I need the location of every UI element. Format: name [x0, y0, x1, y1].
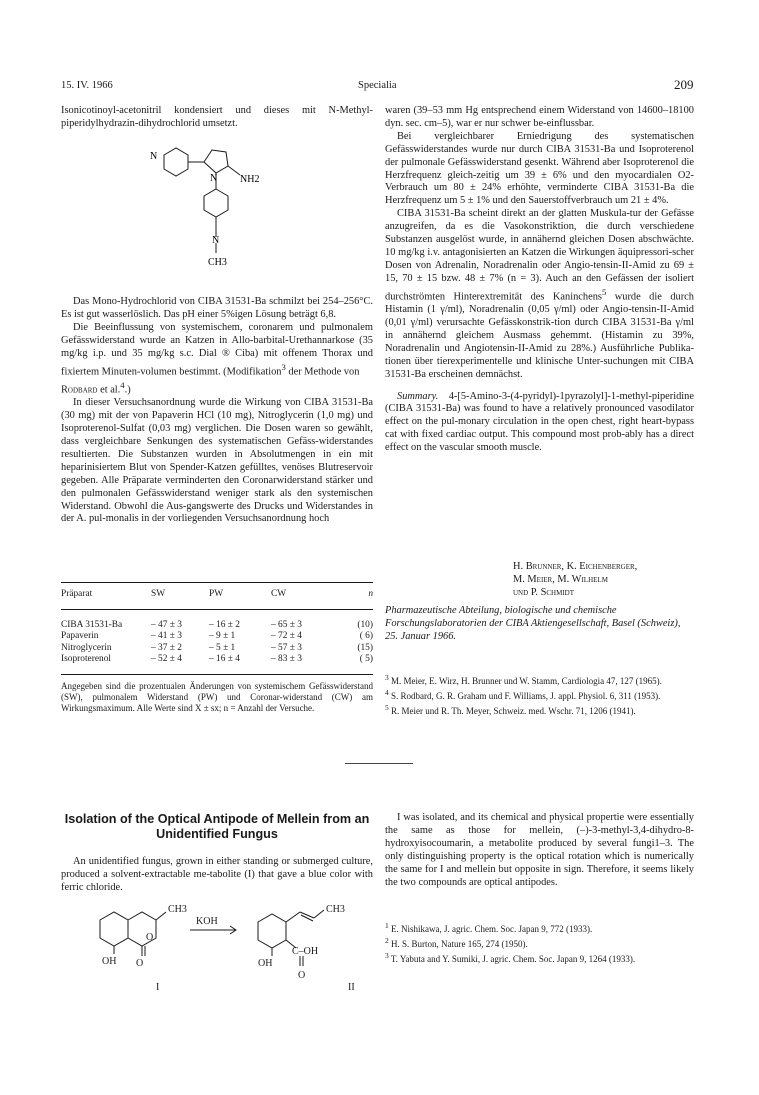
summary-text: 4-[5-Amino-3-(4-pyridyl)-1pyrazolyl]-1-methyl-piperidine (CIBA 31531-Ba) was found to have a relatively pronounced vasodilator effect on the pul-monary circulation in the open chest, right heart-bypass cat with fixed cardiac output. This compound most prob-ably has a direct effect on the vascular smooth muscle.	[385, 390, 694, 454]
ref-marker: 5	[601, 286, 607, 297]
paragraph-pressure: waren (39–53 mm Hg entsprechend einem Widerstand von 14600–18100 dyn. sec. cm–5), war er nur schwer be-einflussbar.	[385, 105, 694, 129]
reference-item	[385, 920, 694, 935]
methyl-label: CH3	[208, 257, 227, 268]
table-cell: – 83 ± 3	[271, 654, 302, 665]
table-cell: Nitroglycerin	[61, 642, 112, 653]
table-cell: – 65 ± 3	[271, 619, 302, 630]
compound-label-ii: II	[348, 982, 355, 993]
table-row	[61, 620, 373, 632]
page-number: 209	[674, 77, 694, 92]
compound-label-i: I	[156, 982, 160, 993]
hydroxy-label-i: OH	[102, 956, 117, 967]
authors-line: und P. Schmidt	[513, 587, 574, 598]
table-row	[61, 631, 373, 643]
method-text-d: .)	[124, 384, 131, 396]
table-cell: – 5 ± 1	[209, 642, 236, 653]
table-cell: – 41 ± 3	[151, 631, 182, 642]
reagent-label: KOH	[196, 916, 218, 927]
ref-number: 5	[385, 703, 389, 713]
article2-paragraph: An unidentified fungus, grown in either standing or submerged culture, produced a solvent-extractable me-tabolite (I) that gave a blue color with ferric chloride.	[61, 856, 373, 893]
paragraph-experiment: In dieser Versuchsanordnung wurde die Wirkung von CIBA 31531-Ba (30 mg) mit der von Papaverin HCl (10 mg), Nitroglycerin (1,0 mg) und Isoproterenol-Sulfat (0,03 mg) verglichen. Die Dosen waren so gewählt, dass vergleichbare Senkungen des systematischen Gefäss-widerstandes resultierten. Die Substanzen wurden in Absolutmengen in ein mit heparinisiertem Blut von Spender-Katzen gefülltes, venöses Blutreservoir gegeben. Alle Präparate verminderten den Coronarwiderstand stärker und den pulmonalen Gefässwiderstand weniger stark als den systemischen Widerstand. Obwohl die Aus-gangswerte des Drucks und Widerstandes in der A. pul-monalis in der vorliegenden Versuchsanordnung hoch	[61, 397, 373, 525]
hydroxy-label-ii: OH	[258, 958, 273, 969]
ref-number: 2	[385, 936, 389, 946]
left-intro	[61, 105, 373, 131]
summary-label: Summary.	[397, 390, 439, 402]
table-cell: Papaverin	[61, 631, 99, 642]
authors-line: M. Meier, M. Wilhelm	[513, 574, 608, 585]
ref-number: 3	[385, 673, 389, 682]
reference-item	[385, 935, 694, 950]
paragraph-smooth-muscle	[385, 208, 694, 381]
running-date: 15. IV. 1966	[61, 80, 113, 91]
table-note: Angegeben sind die prozentualen Änderungen von systemischem Gefässwiderstand (SW), pulmonalem Widerstand (PW) und Coronar-widerstand (CW) am Wirkungsmaximum. Alle Werte sind X ± sx; n = Anzahl der Versuche.	[61, 680, 373, 714]
table-cell: – 16 ± 4	[209, 654, 240, 665]
summary-paragraph	[385, 391, 694, 456]
reference-item	[385, 950, 694, 965]
ref-marker: 4	[120, 379, 125, 390]
col-cw: CW	[271, 589, 287, 599]
methyl-label-i: CH3	[168, 904, 187, 915]
piperidine-ring	[204, 189, 228, 217]
results-table-header	[61, 589, 373, 601]
smooth-muscle-text-b: wurde die durch Histamin (1 γ/ml), Noradrenalin (0,05 γ/ml) oder Angio-tensin-II-Amid (0,01 γ/ml) verursachte Gefässkonstrik-tion durch CIBA 31531-Ba γ/ml in annähernd gleichem Ausmass gehemmt. (Histamin zu 39%, Noradrenalin und Angiotensin-II-Amid zu 28%.) Ausführliche Publika-tionen über tierexperimentelle und klinische Unter-suchungen mit CIBA 31531-Ba erscheinen demnächst.	[385, 291, 694, 380]
ref-number: 4	[385, 688, 389, 698]
left-body	[61, 296, 373, 526]
pyrazole-ring	[204, 150, 228, 173]
ref-number: 1	[385, 921, 389, 930]
authors-line: H. Brunner, K. Eichenberger,	[513, 561, 638, 572]
col-sw: SW	[151, 589, 166, 599]
structure-ciba-31531	[140, 135, 290, 285]
benzene-ring-i	[100, 912, 128, 946]
table-cell: ( 5)	[359, 654, 373, 665]
carboxyl-label: C–OH	[292, 946, 319, 957]
author-name: Rodbard	[61, 384, 98, 396]
article-separator	[345, 763, 413, 764]
table-cell: Isoproterenol	[61, 654, 111, 665]
paragraph-method	[61, 322, 373, 397]
table-cell: – 16 ± 2	[209, 619, 240, 630]
table-cell: – 72 ± 4	[271, 631, 302, 642]
ref-text: R. Meier und R. Th. Meyer, Schweiz. med. Wschr. 71, 1206 (1941).	[391, 706, 636, 717]
references-2	[385, 920, 694, 966]
methyl-label-ii: CH3	[326, 904, 345, 915]
ref-text: E. Nishikawa, J. agric. Chem. Soc. Japan 9, 772 (1933).	[391, 924, 593, 934]
ref-text: T. Yabuta and Y. Sumiki, J. agric. Chem. Soc. Japan 9, 1264 (1933).	[390, 954, 636, 965]
right-body	[385, 105, 694, 455]
results-table-block	[61, 582, 373, 715]
smooth-muscle-text: CIBA 31531-Ba scheint direkt an der glatten Muskula-tur der Gefässe anzugreifen, da es die Vasokonstriktion, die durch verschiedene Substanzen ausgelöst wurde, in annähernd gleichen Dosen abschwächte. 10 mg/kg i.v. antagonisierten an Katzen die Wirkungen äquipressori-scher Dosen von Adrenalin, Noradrenalin oder Angio-tensin-II-Amid zu 69 ± 15, 70 ± 15 bzw. 48 ± 7% (n = 3). Auch an den Gefässen der isoliert durchströmten Hinterextremität des Kaninchens	[385, 208, 694, 303]
benzene-ring-ii	[258, 914, 286, 948]
carbonyl-o-label-ii: O	[298, 970, 306, 981]
references-1	[385, 672, 694, 718]
reaction-scheme	[78, 900, 368, 995]
article2-right-paragraph: I was isolated, and its chemical and physical propertie were essentially the same as those for mellein, (–)-3-methyl-3,4-dihydro-8-hydroxyisocoumarin, a metabolite produced by several fungi1–3. The only distinguishing property is the optical rotation which is numerically the same for I and mellein but opposite in sign. Therefore, it seems likely the two compounds are optical antipodes.	[385, 812, 694, 888]
col-n: n	[368, 589, 373, 599]
reference-item	[385, 702, 694, 717]
results-table-body	[61, 620, 373, 666]
reference-item	[385, 687, 694, 702]
method-text: Die Beeinflussung von systemischem, coronarem und pulmonalem Gefässwiderstand wurde an Katzen in Allo-barbital-Urethannarkose (35 mg/kg i.p. und 35 mg/kg s.c. Dial ® Ciba) mit offenem Thorax und fixiertem Minuten-volumen bestimmt. (Modifikation	[61, 321, 373, 377]
table-row	[61, 654, 373, 666]
col-praeparat: Präparat	[61, 589, 93, 599]
table-cell: – 47 ± 3	[151, 619, 182, 630]
ref-text: S. Rodbard, G. R. Graham und F. Williams, J. appl. Physiol. 6, 311 (1953).	[391, 691, 661, 702]
reference-item	[385, 672, 694, 687]
ref-text: H. S. Burton, Nature 165, 274 (1950).	[391, 939, 528, 950]
pyridine-ring	[164, 148, 188, 176]
article2-title: Isolation of the Optical Antipode of Mellein from an Unidentified Fungus	[64, 812, 370, 841]
paragraph-melting-point: Das Mono-Hydrochlorid von CIBA 31531-Ba schmilzt bei 254–256°C. Es ist gut wasserlöslich. Das pH einer 5%igen Lösung beträgt 6,8.	[61, 296, 373, 320]
table-cell: – 57 ± 3	[271, 642, 302, 653]
table-cell: (15)	[357, 642, 373, 653]
table-cell: CIBA 31531-Ba	[61, 619, 123, 630]
affiliation: Pharmazeutische Abteilung, biologische und chemische Forschungslaboratorien der CIBA Aktiengesellschaft, Basel (Schweiz), 25. Januar 1966.	[385, 605, 681, 642]
running-section: Specialia	[358, 80, 397, 91]
piperidine-n: N	[212, 235, 220, 246]
table-cell: ( 6)	[359, 631, 373, 642]
ring-o-label: O	[146, 932, 154, 943]
paragraph-heart-rate: Bei vergleichbarer Erniedrigung des systematischen Gefässwiderstandes wurde nur durch CIBA 31531-Ba und Isoproterenol der pulmonale Gefässwiderstand gesenkt. Während aber Isoproterenol die Herzfrequenz gleich-zeitig um 39 ± 6% und den myocardialen O2-Verbrauch um 80 ± 24% erhöhte, verminderte CIBA 31531-Ba die Herzfrequenz um 5 ± 1% und den Sauerstoffverbrauch um 21 ± 4%.	[385, 130, 694, 207]
table-cell: (10)	[357, 619, 373, 630]
ref-text: M. Meier, E. Wirz, H. Brunner und W. Stamm, Cardiologia 47, 127 (1965).	[391, 676, 662, 686]
article2-right	[385, 812, 694, 889]
table-cell: – 37 ± 2	[151, 642, 182, 653]
table-cell: – 52 ± 4	[151, 654, 182, 665]
ref-number: 3	[385, 951, 389, 961]
article2-left	[61, 856, 373, 895]
authors	[513, 560, 637, 599]
ref-marker: 3	[281, 361, 286, 372]
method-text-c: et al.	[97, 384, 121, 396]
pyrazole-n: N	[210, 173, 218, 184]
carbonyl-o-label-i: O	[136, 958, 144, 969]
col-pw: PW	[209, 589, 224, 599]
table-cell: – 9 ± 1	[209, 631, 236, 642]
pyridine-n: N	[150, 151, 158, 162]
amino-label: NH2	[240, 174, 260, 185]
table-row	[61, 643, 373, 655]
intro-paragraph: Isonicotinoyl-acetonitril kondensiert und dieses mit N-Methyl-piperidylhydrazin-dihydrochlorid umsetzt.	[61, 105, 373, 129]
method-text-b: der Methode von	[285, 366, 360, 377]
